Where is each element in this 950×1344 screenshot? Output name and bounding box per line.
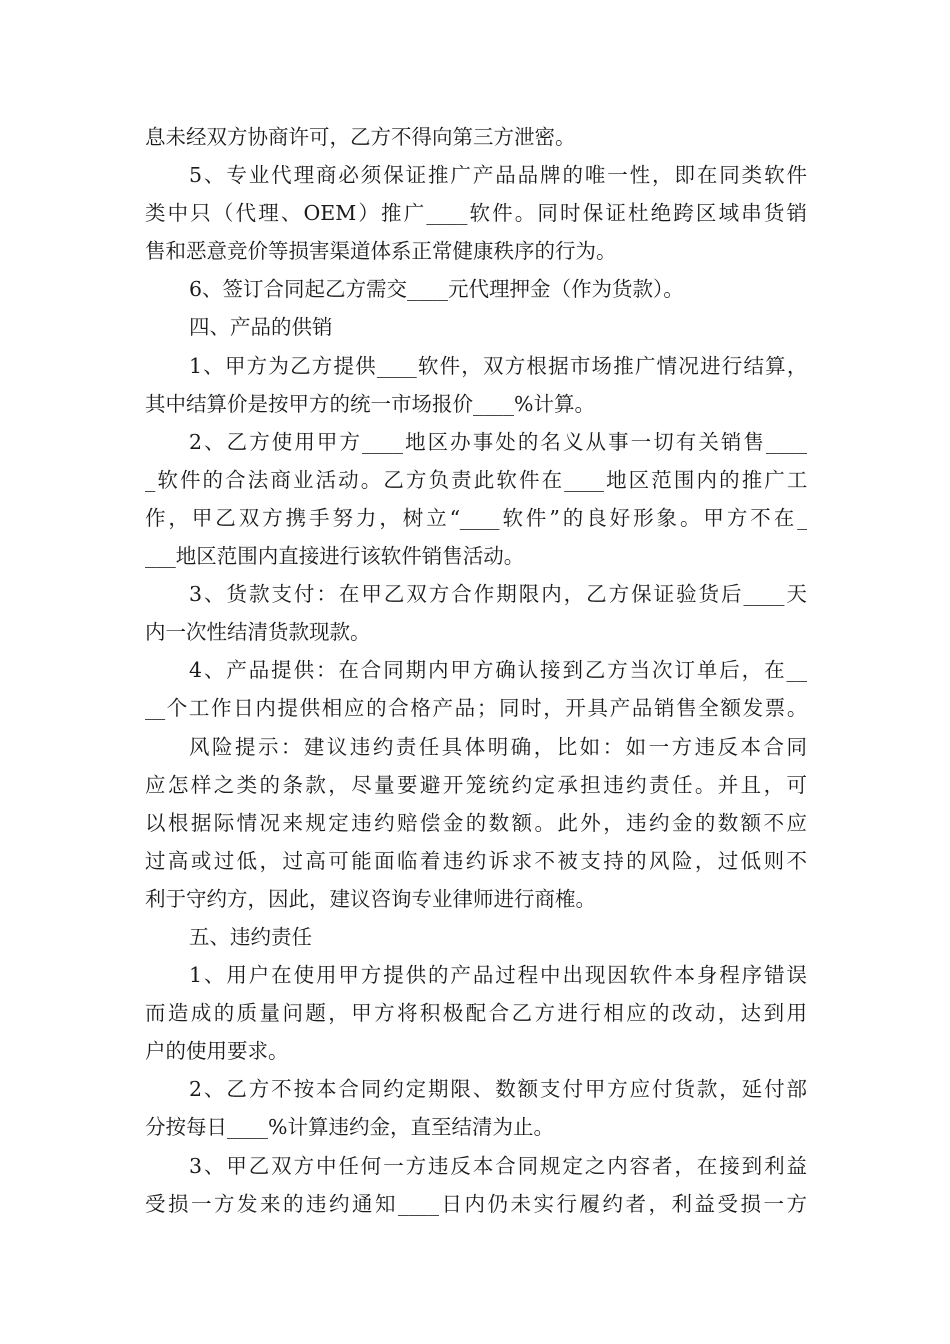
text-line: _软件的合法商业活动。乙方负责此软件在____地区范围内的推广工 bbox=[145, 467, 807, 492]
text-line: __个工作日内提供相应的合格产品；同时，开具产品销售全额发票。 bbox=[145, 696, 807, 721]
text-line: 息未经双方协商许可，乙方不得向第三方泄密。 bbox=[145, 125, 576, 149]
text-line: 3、甲乙双方中任何一方违反本合同规定之内容者，在接到利益 bbox=[189, 1153, 807, 1178]
text-line: 受损一方发来的违约通知____日内仍未实行履约者，利益受损一方 bbox=[145, 1191, 807, 1216]
text-line: 户的使用要求。 bbox=[145, 1039, 289, 1064]
text-line: 2、乙方使用甲方____地区办事处的名义从事一切有关销售____ bbox=[189, 429, 807, 454]
text-line: 6、签订合同起乙方需交____元代理押金（作为货款）。 bbox=[189, 277, 684, 302]
section-heading: 四、产品的供销 bbox=[189, 315, 333, 340]
section-heading: 五、违约责任 bbox=[189, 924, 312, 949]
text-line: 以根据际情况来规定违约赔偿金的数额。此外，违约金的数额不应 bbox=[145, 810, 807, 835]
text-line: 2、乙方不按本合同约定期限、数额支付甲方应付货款，延付部 bbox=[189, 1077, 807, 1102]
text-line: 其中结算价是按甲方的统一市场报价____%计算。 bbox=[145, 391, 595, 416]
text-line: 分按每日____%计算违约金，直至结清为止。 bbox=[145, 1115, 554, 1140]
text-line: 4、产品提供：在合同期内甲方确认接到乙方当次订单后，在__ bbox=[189, 658, 807, 683]
text-line: 类中只（代理、OEM）推广____软件。同时保证杜绝跨区域串货销 bbox=[145, 201, 807, 226]
text-line: 应怎样之类的条款，尽量要避开笼统约定承担违约责任。并且，可 bbox=[145, 772, 807, 797]
text-line: 作，甲乙双方携手努力，树立“____软件”的良好形象。甲方不在_ bbox=[145, 505, 807, 530]
text-line: 售和恶意竞价等损害渠道体系正常健康秩序的行为。 bbox=[145, 239, 617, 264]
text-line: ___地区范围内直接进行该软件销售活动。 bbox=[145, 544, 525, 569]
text-line: 利于守约方，因此，建议咨询专业律师进行商榷。 bbox=[145, 886, 596, 911]
text-line: 3、货款支付：在甲乙双方合作期限内，乙方保证验货后____天 bbox=[189, 582, 807, 607]
document-page bbox=[145, 118, 807, 1223]
text-line: 而造成的质量问题，甲方将积极配合乙方进行相应的改动，达到用 bbox=[145, 1001, 807, 1026]
text-line: 1、甲方为乙方提供____软件，双方根据市场推广情况进行结算， bbox=[189, 353, 807, 378]
text-line: 内一次性结清货款现款。 bbox=[145, 620, 371, 645]
text-line: 过高或过低，过高可能面临着违约诉求不被支持的风险，过低则不 bbox=[145, 848, 807, 873]
text-line: 1、用户在使用甲方提供的产品过程中出现因软件本身程序错误 bbox=[189, 963, 807, 988]
text-line: 5、专业代理商必须保证推广产品品牌的唯一性，即在同类软件 bbox=[189, 163, 807, 188]
text-line: 风险提示：建议违约责任具体明确，比如：如一方违反本合同 bbox=[189, 734, 807, 759]
